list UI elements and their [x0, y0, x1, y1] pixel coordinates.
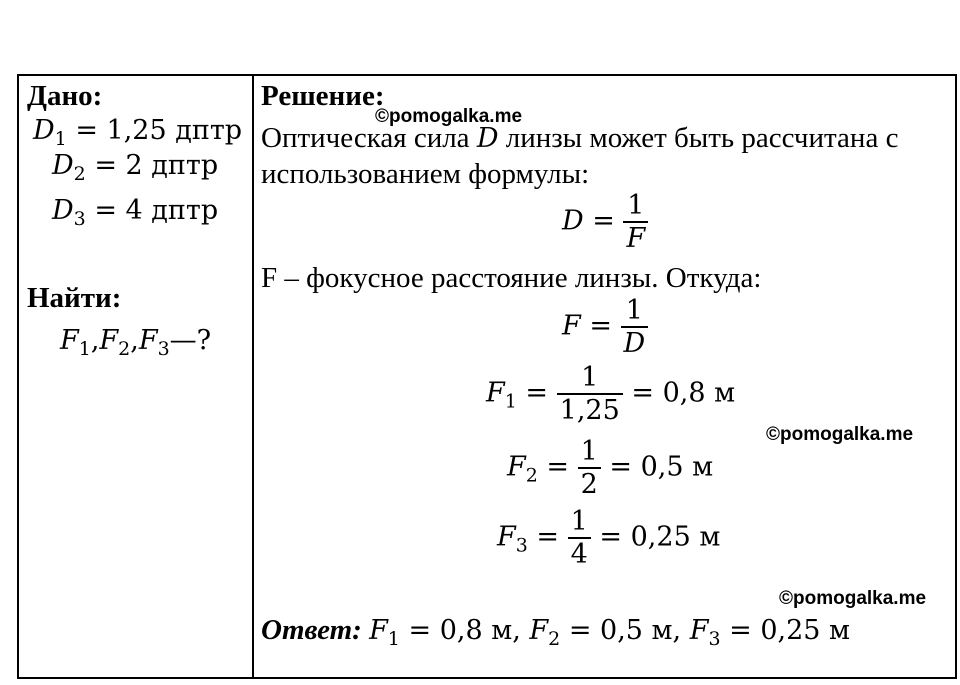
given-d3: $D_3 = 4$ дптр: [52, 195, 219, 230]
formula-f: F = $\frac{1}{D}$: [562, 297, 648, 357]
given-heading: Дано:: [27, 80, 103, 112]
watermark: ©pomogalka.me: [779, 588, 927, 609]
fraction: $\frac{1}{F}$: [623, 192, 648, 252]
answer-line: Ответ: $F_1 = 0,8$ м, $F_2 = 0,5$ м, $F_3 = 0,25$ м: [261, 614, 851, 650]
solution-line-2: использованием формулы:: [261, 158, 590, 190]
solution-line-3: F – фокусное расстояние линзы. Откуда:: [261, 262, 762, 294]
find-heading: Найти:: [27, 282, 122, 314]
equation-f2: $F_2$ = $\frac{1}{2}$ = 0,5 м: [507, 436, 714, 500]
fraction: $\frac{1}{2}$: [578, 438, 601, 498]
fraction: $\frac{1}{D}$: [621, 297, 649, 357]
equation-f1: $F_1$ = $\frac{1}{1,25}$ = 0,8 м: [486, 362, 736, 426]
solution-line-1: Оптическая сила D линзы может быть рассчитана с: [261, 122, 899, 154]
formula-d: D = $\frac{1}{F}$: [562, 192, 648, 252]
solution-heading: Решение:: [261, 80, 385, 112]
column-divider: [252, 76, 254, 677]
equation-f3: $F_3$ = $\frac{1}{4}$ = 0,25 м: [497, 506, 721, 570]
given-d2: $D_2 = 2$ дптр: [52, 150, 219, 185]
watermark: ©pomogalka.me: [375, 106, 523, 127]
watermark: ©pomogalka.me: [766, 424, 914, 445]
fraction: $\frac{1}{4}$: [568, 508, 591, 568]
find-values: $F_1,F_2,F_3—$?: [60, 325, 212, 360]
fraction: $\frac{1}{1,25}$: [557, 364, 623, 424]
given-d1: $D_1 = 1,25$ дптр: [33, 115, 243, 150]
